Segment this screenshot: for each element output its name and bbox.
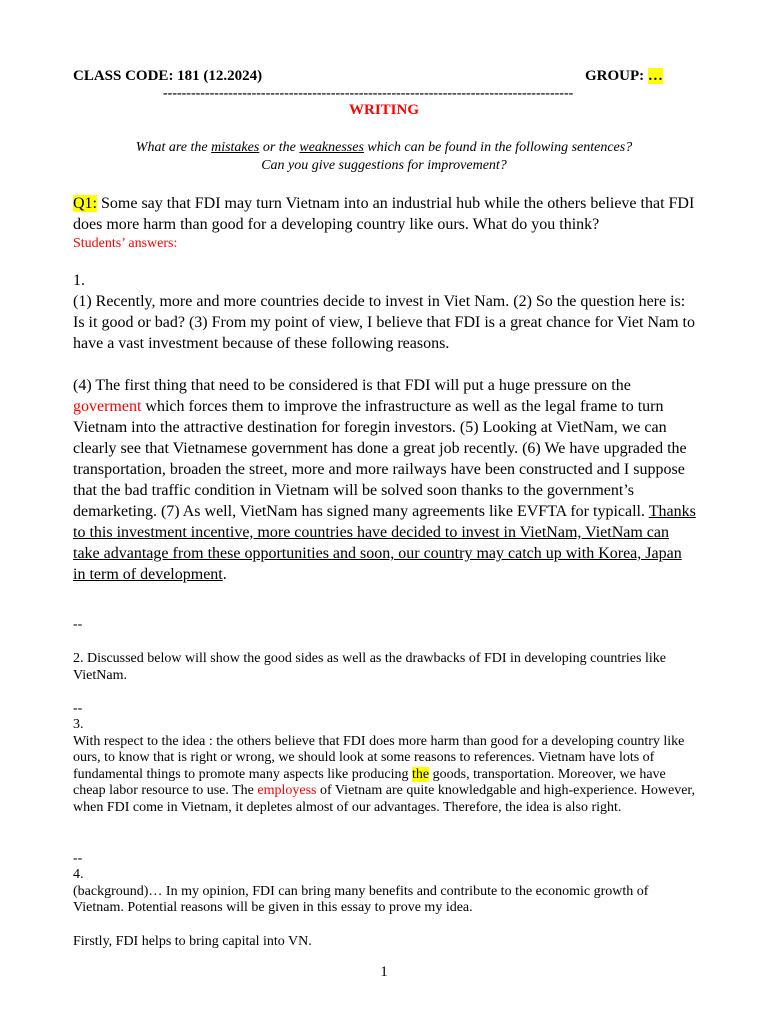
para-text: With respect to the idea : the others believe that FDI does more harm than good for a developing country like ours, to know that is right or wrong, we should look at some reasons to references. Vietnam have lots of fundamental things to promote many aspects like producing bbox=[73, 733, 685, 782]
instr-weaknesses: weaknesses bbox=[299, 140, 364, 155]
answer-4 bbox=[73, 867, 698, 950]
para-text: goods, transportation. Moreover, we have cheap labor resource to use. The bbox=[73, 766, 666, 799]
answer-4-number: 4. bbox=[73, 867, 84, 882]
question-block bbox=[73, 193, 698, 252]
answer-2: 2. Discussed below will show the good sides as well as the drawbacks of FDI in developing countries like VietNam. bbox=[73, 651, 666, 683]
page-number: 1 bbox=[380, 964, 388, 980]
answer-1-para-1: (1) Recently, more and more countries decide to invest in Viet Nam. (2) So the question here is: Is it good or bad? (3) From my point of view, I believe that FDI is a great chance for Viet Nam to have a vast investment because of these following reasons. bbox=[73, 293, 695, 352]
underlined-sentence: Thanks to this investment incentive, more countries have decided to invest in VietNam, VietNam can take advantage from these opportunities and soon, our country may catch up with Korea, Japan in term of development bbox=[73, 503, 696, 583]
question-body: Some say that FDI may turn Vietnam into an industrial hub while the others believe that FDI does more harm than good for a developing country like ours. What do you think? bbox=[73, 195, 695, 233]
instr-text: which can be found in the following sentences? bbox=[363, 140, 633, 155]
instructions-line-2: Can you give suggestions for improvement? bbox=[261, 158, 507, 173]
para-text: which forces them to improve the infrastructure as well as the legal frame to turn Vietnam into the attractive destination for foregin investors. (5) Looking at VietNam, we can clearly see that Vietnamese government has done a great job recently. (6) We have upgraded the transportation, broaden the street, more and more railways have been constructed and I suppose that the bad traffic condition in Vietnam will be solved soon thanks to the government’s demarketing. (7) As well, VietNam has signed many agreements like EVFTA for typicall. bbox=[73, 398, 687, 520]
answer-3-text bbox=[73, 734, 698, 817]
separator-3: -- bbox=[73, 851, 83, 866]
answer-3-number: 3. bbox=[73, 717, 84, 732]
answer-4-firstly: Firstly, FDI helps to bring capital into VN. bbox=[73, 933, 312, 949]
answer-4-text: (background)… In my opinion, FDI can bring many benefits and contribute to the economic growth of Vietnam. Potential reasons will be given in this essay to prove my idea. bbox=[73, 883, 649, 916]
answer-1-para-2 bbox=[73, 375, 698, 585]
misspelled-word: employess bbox=[257, 783, 317, 799]
instructions bbox=[0, 139, 768, 175]
group-label: GROUP: bbox=[585, 68, 648, 84]
para-text: of Vietnam are quite knowledgable and high-experience. However, when FDI come in Vietnam, it depletes almost of our advantages. Therefore, the idea is also right. bbox=[73, 783, 696, 815]
question-label: Q1: bbox=[73, 195, 97, 212]
separator-2: -- bbox=[73, 701, 83, 716]
answer-1 bbox=[73, 270, 698, 585]
divider-line: ---------------------------------------------------------------------------------------- bbox=[163, 86, 574, 101]
misspelled-word: goverment bbox=[73, 398, 142, 415]
para-text: (4) The first thing that need to be considered is that FDI will put a huge pressure on the bbox=[73, 377, 631, 394]
question-text bbox=[73, 193, 698, 235]
instructions-line-1 bbox=[0, 139, 768, 157]
answers-label: Students’ answers: bbox=[73, 236, 178, 251]
instr-text: What are the bbox=[135, 140, 212, 155]
para-text: . bbox=[222, 566, 227, 583]
group-value: … bbox=[647, 68, 663, 84]
group-field bbox=[585, 68, 663, 85]
answer-3 bbox=[73, 717, 698, 817]
section-title: WRITING bbox=[348, 102, 419, 118]
class-code: CLASS CODE: 181 (12.2024) bbox=[73, 68, 263, 84]
instr-mistakes: mistakes bbox=[211, 140, 260, 155]
separator-1: -- bbox=[73, 617, 83, 632]
instr-text: or the bbox=[259, 140, 300, 155]
answer-1-number: 1. bbox=[73, 272, 85, 289]
highlighted-word: the bbox=[412, 766, 430, 782]
